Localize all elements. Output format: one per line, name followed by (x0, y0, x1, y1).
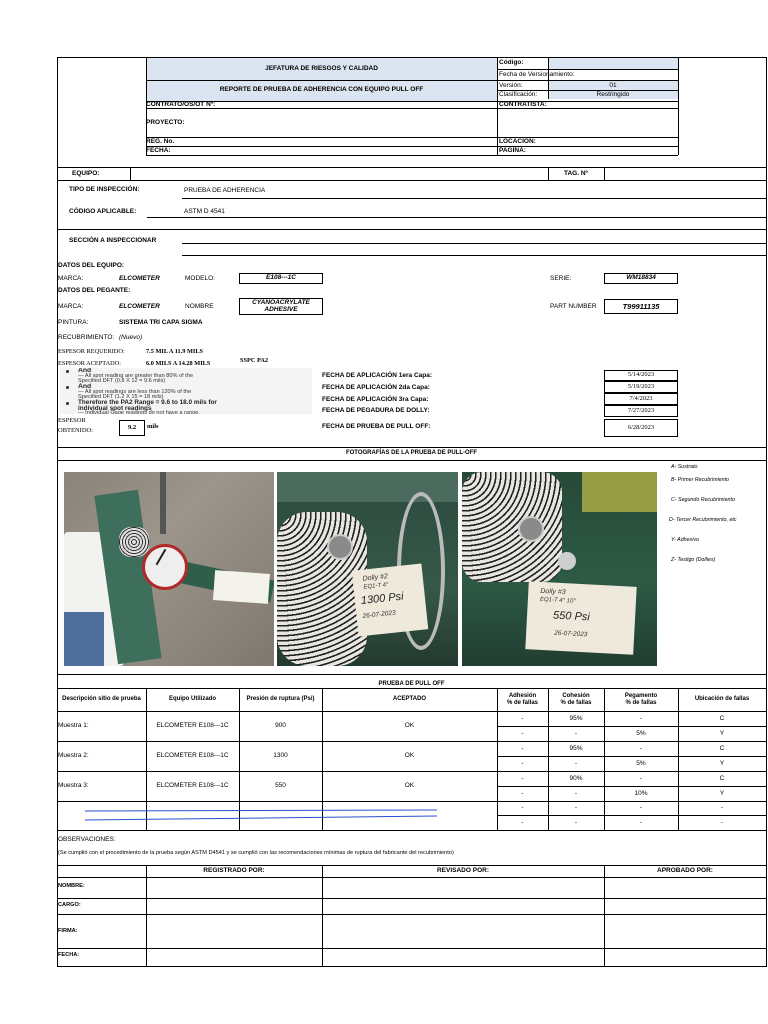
header-title-bg (146, 57, 497, 101)
sspc-label: SSPC PA2 (240, 357, 269, 364)
legend-z: Z- Testigo (Dollies) (671, 557, 716, 563)
tipo-label: TIPO DE INSPECCIÓN: (69, 186, 140, 193)
modelo-value: E108---1C (239, 273, 323, 284)
serie-label: SERIE: (550, 275, 572, 282)
th-descripcion: Descripción sitio de prueba (62, 696, 141, 703)
contrato-label: CONTRATO/OS/OT Nº: (146, 101, 216, 108)
codigo-label: Código: (499, 59, 524, 66)
fecha-4-value: 7/27/2023 (604, 405, 678, 417)
nombre-value: CYANOACRYLATE ADHESIVE (239, 298, 323, 315)
marca2-value: ELCOMETER (119, 303, 160, 310)
fecha-1-label: FECHA DE APLICACIÓN 1era Capa: (322, 372, 433, 379)
esp-obt-label-1: ESPESOR (58, 417, 86, 424)
fecha-5-value: 6/28/2023 (604, 419, 678, 437)
row-presion: 900 (275, 722, 286, 730)
dolly-2-tag: Dolly #2 EQ1-T 4° 1300 Psi 26-07-2023 (352, 564, 429, 637)
clasif-value: Restringido (596, 91, 630, 98)
photo-pull-off-gauge (64, 472, 274, 666)
esp-acep-value: 6.0 MILS A 14.28 MILS (146, 360, 211, 367)
esp-obt-unit: mils (147, 423, 159, 430)
th-ubicacion: Ubicación de fallas (694, 696, 750, 703)
th-adhesion: Adhesión % de fallas (506, 692, 538, 706)
serie-value: WM18834 (604, 273, 678, 284)
th-pegamento: Pegamento % de fallas (624, 692, 658, 706)
fecha-2-value: 5/19/2023 (604, 381, 678, 393)
modelo-label: MODELO: (185, 275, 215, 282)
nombre-row-label: NOMBRE: (58, 883, 85, 889)
recubrimiento-label: RECUBRIMIENTO: (58, 334, 115, 341)
row-presion: 550 (275, 782, 286, 790)
cargo-row-label: CARGO: (58, 902, 81, 908)
pulloff-title: PRUEBA DE PULL OFF (378, 681, 445, 687)
th-aceptado: ACEPTADO (392, 696, 427, 703)
marca-value: ELCOMETER (119, 275, 160, 282)
equipo-label: EQUIPO: (72, 170, 100, 177)
dolly-3-tag: Dolly #3 EQ1-T 4° 10° 550 Psi 26-07-2023 (525, 581, 636, 655)
part-label: PART NUMBER (550, 303, 597, 310)
part-value: T99911135 (604, 299, 678, 314)
esp-req-value: 7.5 MIL A 11.9 MILS (146, 348, 204, 355)
pintura-label: PINTURA: (58, 319, 89, 326)
obs-text: (Se cumplió con el procedimiento de la prueba según ASTM D4541 y se cumplió con las recomendaciones mínimas de ruptura del fabricante del recubrimiento) (58, 850, 454, 856)
legend-b: B- Primer Recubrimiento (671, 477, 729, 483)
recubrimiento-value: (Nuevo) (119, 334, 143, 341)
legend-d: D- Tercer Recubrimiento, etc (669, 517, 737, 523)
photos-title: FOTOGRAFÍAS DE LA PRUEBA DE PULL-OFF (345, 450, 478, 456)
legend-a: A- Sustrato (671, 464, 698, 470)
row-aceptado: OK (404, 752, 415, 760)
reg-label: REG. No. (146, 138, 175, 145)
fecha-label: FECHA: (146, 147, 171, 154)
fecha-5-label: FECHA DE PRUEBA DE PULL OFF: (322, 423, 431, 430)
pintura-value: SISTEMA TRI CAPA SIGMA (119, 319, 203, 326)
aprobado-label: APROBADO POR: (657, 867, 713, 875)
th-cohesion: Cohesión % de fallas (560, 692, 592, 706)
datos-pegante-title: DATOS DEL PEGANTE: (58, 287, 131, 294)
th-presion: Presión de ruptura (Psi) (246, 696, 315, 703)
sspc-note-image: And — All spot reading are greater than 80% of the Specified DFT (0.8 X 12 = 9.6 mils) And — All spot readings are less than 120% of the Specified DFT (1.2 X 15 = 18 mils) Therefore the PA2 Range = 9.6 to 18.0 mils for individual spot readings — Individual Gage readings do not have a range. (60, 368, 312, 414)
fecha-3-value: 7/4/2023 (604, 393, 678, 405)
th-equipo: Equipo Utilizado (169, 696, 216, 703)
marca2-label: MARCA: (58, 303, 84, 310)
version-value: 01 (609, 82, 617, 89)
clasif-label: Clasificación: (499, 91, 538, 98)
codigo-value-bg (548, 57, 678, 69)
photo-dolly-2 (277, 472, 458, 666)
marca-label: MARCA: (58, 275, 84, 282)
row-desc: Muestra 1: (58, 721, 89, 729)
version-label: Versión: (499, 82, 523, 89)
row-aceptado: OK (404, 722, 415, 730)
datos-equipo-title: DATOS DEL EQUIPO: (58, 262, 125, 269)
firma-row-label: FIRMA: (58, 928, 78, 934)
row-equipo: ELCOMETER E108---1C (156, 722, 229, 730)
proyecto-label: PROYECTO: (146, 119, 185, 126)
esp-req-label: ESPESOR REQUERIDO: (58, 348, 125, 355)
pagina-label: PAGINA: (499, 147, 526, 154)
fecha-3-label: FECHA DE APLICACIÓN 3ra Capa: (322, 396, 429, 403)
row-equipo: ELCOMETER E108---1C (156, 782, 229, 790)
row-equipo: ELCOMETER E108---1C (156, 752, 229, 760)
locacion-label: LOCACIÓN: (499, 138, 536, 145)
nombre-label: NOMBRE (185, 303, 214, 310)
contratista-label: CONTRATISTA: (499, 101, 547, 108)
codigo-aplicable-value: ASTM D 4541 (184, 208, 225, 215)
fecha-4-label: FECHA DE PEGADURA DE DOLLY: (322, 407, 430, 414)
row-desc: Muestra 2: (58, 751, 89, 759)
report-title: REPORTE DE PRUEBA DE ADHERENCIA CON EQUIPO PULL OFF (219, 86, 424, 93)
seccion-label: SECCIÓN A INSPECCIONAR (69, 237, 157, 244)
fecha-2-label: FECHA DE APLICACIÓN 2da Capa: (322, 384, 430, 391)
legend-y: Y- Adhesivo (671, 537, 699, 543)
obs-label: OBSERVACIONES: (58, 836, 116, 843)
esp-acep-label: ESPESOR ACEPTADO: (58, 360, 122, 367)
strike-lines (57, 801, 497, 830)
legend-c: C- Segundo Recubrimiento (671, 497, 735, 503)
revisado-label: REVISADO POR: (436, 867, 489, 875)
tag-label: TAG. Nº (564, 170, 588, 177)
row-presion: 1300 (273, 752, 288, 760)
fecha-1-value: 5/14/2023 (604, 370, 678, 381)
dept-title: JEFATURA DE RIESGOS Y CALIDAD (265, 65, 378, 72)
esp-obt-label-2: OBTENIDO: (58, 427, 94, 434)
row-aceptado: OK (404, 782, 415, 790)
photo-dolly-3 (462, 472, 657, 666)
row-desc: Muestra 3: (58, 781, 89, 789)
fecha-row-label: FECHA: (58, 952, 80, 958)
esp-obt-value: 9.2 (119, 420, 145, 436)
registrado-label: REGISTRADO POR: (203, 867, 265, 875)
fecha-vers-label: Fecha de Versionamiento: (499, 71, 575, 78)
tipo-value: PRUEBA DE ADHERENCIA (184, 187, 266, 194)
codigo-aplicable-label: CÓDIGO APLICABLE: (69, 208, 137, 215)
